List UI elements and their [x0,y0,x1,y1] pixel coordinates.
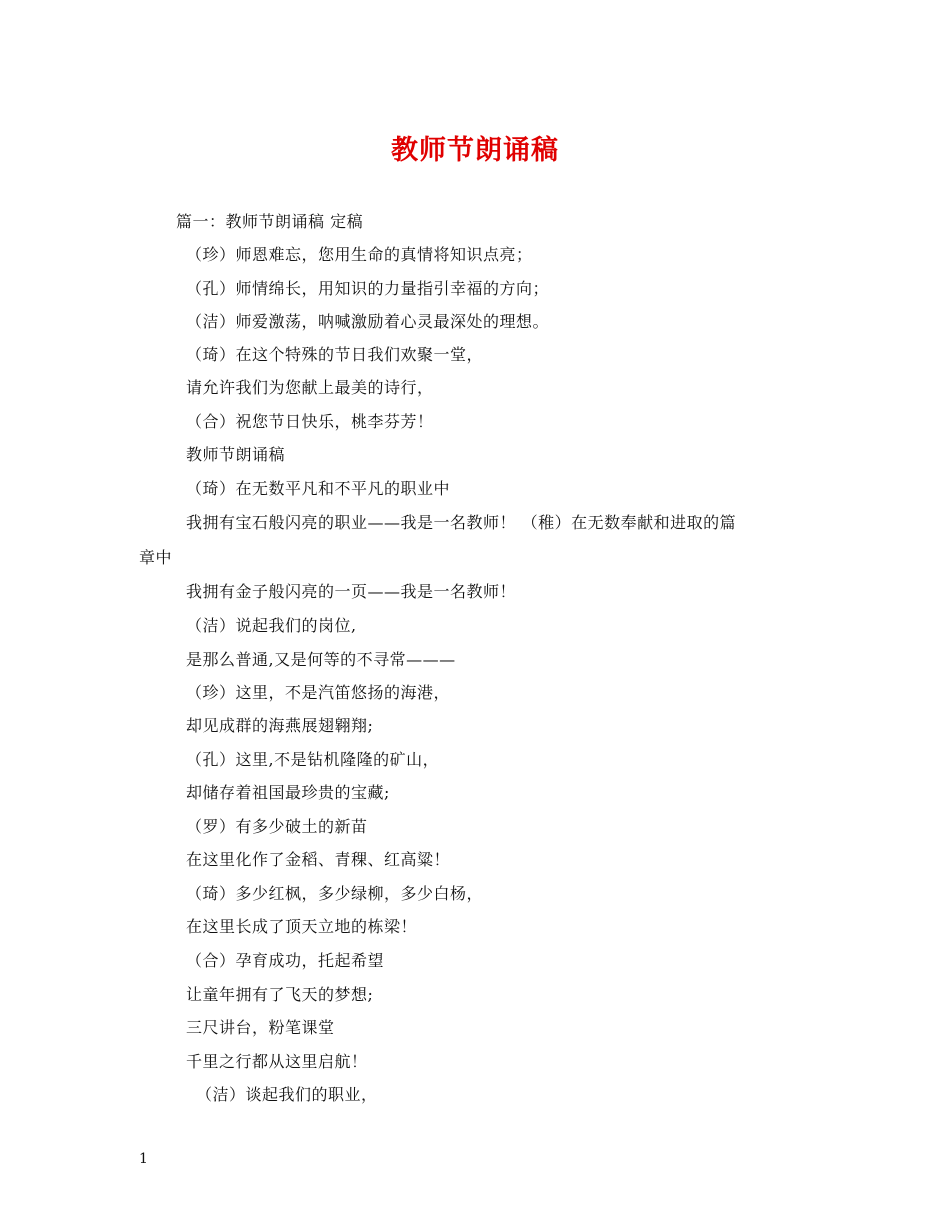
text-line: （罗）有多少破土的新苗 [186,817,368,836]
text-line: 千里之行都从这里启航！ [186,1052,368,1071]
text-line: 是那么普通,又是何等的不寻常——— [186,650,456,669]
text-line: （孔）师情绵长，用知识的力量指引幸福的方向； [186,279,550,298]
text-line: 我拥有宝石般闪亮的职业——我是一名教师！ （稚）在无数奉献和进取的篇 [186,513,737,532]
text-line: 让童年拥有了飞天的梦想; [186,985,374,1004]
text-line: （琦）在这个特殊的节日我们欢聚一堂， [186,345,484,364]
text-line: （孔）这里,不是钻机隆隆的矿山， [186,750,440,769]
text-line: （珍）师恩难忘，您用生命的真情将知识点亮； [186,245,533,264]
text-line: （珍）这里，不是汽笛悠扬的海港， [186,683,451,702]
text-line: （合）孕育成功，托起希望 [186,951,385,970]
page-number: 1 [139,1151,148,1167]
text-line: 教师节朗诵稿 [186,445,286,464]
text-line: 三尺讲台，粉笔课堂 [186,1018,335,1037]
text-line: （合）祝您节日快乐，桃李芬芳！ [186,412,434,431]
text-line: （洁）说起我们的岗位, [186,616,357,635]
text-line: 却储存着祖国最珍贵的宝藏; [186,783,390,802]
text-line: 我拥有金子般闪亮的一页——我是一名教师！ [186,582,517,601]
text-line: 章中 [139,548,173,567]
text-line: （洁）谈起我们的职业， [196,1085,378,1104]
text-line: （洁）师爱激荡，呐喊激励着心灵最深处的理想。 [186,312,550,331]
text-line: 请允许我们为您献上最美的诗行， [186,378,434,397]
document-title: 教师节朗诵稿 [391,135,559,166]
text-line: 篇一：教师节朗诵稿 定稿 [176,212,364,231]
text-line: 在这里化作了金稻、青稞、红高粱！ [186,850,451,869]
text-line: （琦）在无数平凡和不平凡的职业中 [186,479,451,498]
text-line: 在这里长成了顶天立地的栋梁！ [186,917,418,936]
text-line: （琦）多少红枫，多少绿柳，多少白杨， [186,884,484,903]
text-line: 却见成群的海燕展翅翱翔; [186,716,374,735]
